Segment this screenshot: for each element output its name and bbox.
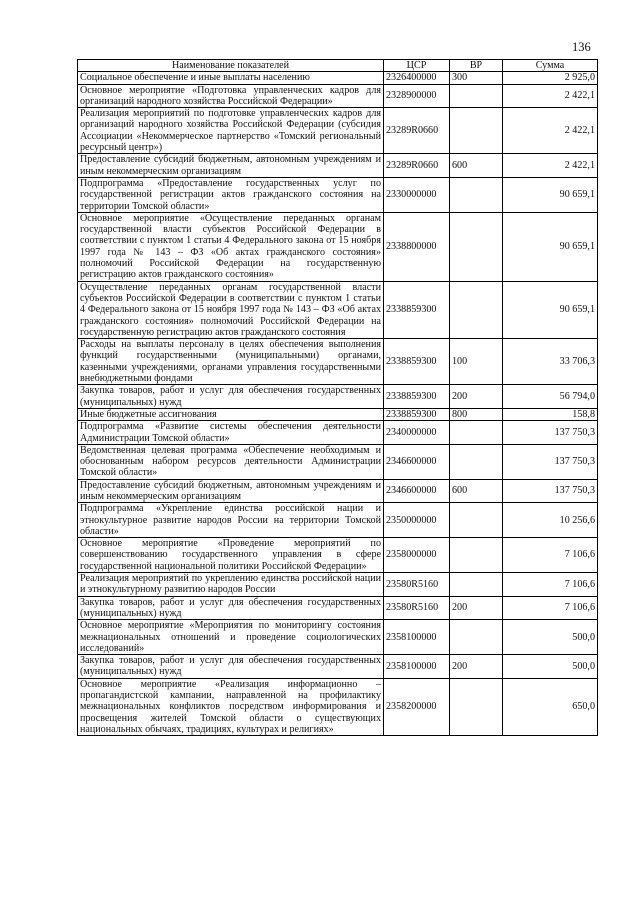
cell-vr: 200 bbox=[450, 596, 503, 620]
page-number: 136 bbox=[572, 40, 591, 54]
cell-vr bbox=[450, 538, 503, 573]
cell-sum: 7 106,6 bbox=[503, 573, 598, 597]
cell-name: Основное мероприятие «Подготовка управленческих кадров для организаций народного хозяйства Российской Федерации» bbox=[78, 84, 384, 108]
cell-sum: 56 794,0 bbox=[503, 385, 598, 409]
cell-csr: 23580R5160 bbox=[384, 596, 450, 620]
cell-csr: 2346600000 bbox=[384, 479, 450, 503]
cell-vr bbox=[450, 108, 503, 154]
table-body bbox=[78, 72, 598, 736]
cell-csr: 2340000000 bbox=[384, 421, 450, 445]
cell-name: Предоставление субсидий бюджетным, автономным учреждениям и иным некоммерческим организациям bbox=[78, 479, 384, 503]
cell-sum: 2 422,1 bbox=[503, 84, 598, 108]
cell-vr bbox=[450, 421, 503, 445]
cell-csr: 2358000000 bbox=[384, 538, 450, 573]
cell-name: Осуществление переданных органам государственной власти субъектов Российской Федерации в соответствии с пунктом 1 статьи 4 Федерального закона от 15 ноября 1997 года № 143 – ФЗ «Об актах гражданского состояния» полномочий Российской Федерации на государственную регистрацию актов гражданского состояния bbox=[78, 281, 384, 338]
table-row bbox=[78, 84, 598, 108]
cell-sum: 7 106,6 bbox=[503, 596, 598, 620]
table-header-row bbox=[78, 60, 598, 72]
cell-csr: 2358100000 bbox=[384, 620, 450, 655]
cell-csr: 2338800000 bbox=[384, 212, 450, 281]
cell-vr: 600 bbox=[450, 154, 503, 178]
cell-vr: 300 bbox=[450, 72, 503, 84]
cell-csr: 23289R0660 bbox=[384, 108, 450, 154]
cell-name: Социальное обеспечение и иные выплаты населению bbox=[78, 72, 384, 84]
table-row bbox=[78, 281, 598, 338]
cell-sum: 158,8 bbox=[503, 408, 598, 420]
cell-csr: 2330000000 bbox=[384, 177, 450, 212]
cell-sum: 137 750,3 bbox=[503, 421, 598, 445]
table-row bbox=[78, 620, 598, 655]
cell-name: Ведомственная целевая программа «Обеспечение необходимым и обоснованным набором ресурсов деятельности Администрации Томской области» bbox=[78, 444, 384, 479]
table-row bbox=[78, 444, 598, 479]
cell-name: Основное мероприятие «Осуществление переданных органам государственной власти субъектов Российской Федерации в соответствии с пунктом 1 статьи 4 Федерального закона от 15 ноября 1997 года № 143 – ФЗ «Об актах гражданского состояния» полномочий Российской Федерации на государственную регистрацию актов гражданского состояния» bbox=[78, 212, 384, 281]
cell-csr: 2350000000 bbox=[384, 503, 450, 538]
cell-csr: 2338859300 bbox=[384, 339, 450, 385]
cell-name: Реализация мероприятий по подготовке управленческих кадров для организаций народного хозяйства Российской Федерации (субсидия Ассоциации «Некоммерческое партнерство «Томский региональный ресурсный центр») bbox=[78, 108, 384, 154]
cell-sum: 10 256,6 bbox=[503, 503, 598, 538]
cell-csr: 2338859300 bbox=[384, 385, 450, 409]
cell-vr bbox=[450, 177, 503, 212]
cell-vr bbox=[450, 212, 503, 281]
cell-sum: 137 750,3 bbox=[503, 479, 598, 503]
cell-vr bbox=[450, 503, 503, 538]
cell-sum: 137 750,3 bbox=[503, 444, 598, 479]
cell-vr bbox=[450, 573, 503, 597]
table-row bbox=[78, 479, 598, 503]
cell-name: Предоставление субсидий бюджетным, автономным учреждениям и иным некоммерческим организациям bbox=[78, 154, 384, 178]
cell-name: Реализация мероприятий по укреплению единства российской нации и этнокультурному развитию народов России bbox=[78, 573, 384, 597]
cell-vr bbox=[450, 444, 503, 479]
cell-vr bbox=[450, 620, 503, 655]
header-sum: Сумма bbox=[503, 60, 598, 72]
cell-name: Подпрограмма «Предоставление государственных услуг по государственной регистрации актов гражданского состояния на территории Томской области» bbox=[78, 177, 384, 212]
table-row bbox=[78, 154, 598, 178]
cell-csr: 2358200000 bbox=[384, 678, 450, 735]
cell-vr bbox=[450, 84, 503, 108]
cell-name: Закупка товаров, работ и услуг для обеспечения государственных (муниципальных) нужд bbox=[78, 385, 384, 409]
cell-sum: 2 422,1 bbox=[503, 154, 598, 178]
cell-vr: 100 bbox=[450, 339, 503, 385]
cell-name: Расходы на выплаты персоналу в целях обеспечения выполнения функций государственными (муниципальными) органами, казенными учреждениями, органами управления государственными внебюджетными фондами bbox=[78, 339, 384, 385]
cell-name: Закупка товаров, работ и услуг для обеспечения государственных (муниципальных) нужд bbox=[78, 655, 384, 679]
cell-vr bbox=[450, 281, 503, 338]
header-csr: ЦСР bbox=[384, 60, 450, 72]
cell-name: Иные бюджетные ассигнования bbox=[78, 408, 384, 420]
cell-name: Основное мероприятие «Реализация информационно – пропагандистской кампании, направленной на профилактику межнациональных конфликтов посредством информирования и просвещения жителей Томской области о существующих национальных обычаях, традициях, культурах и религиях» bbox=[78, 678, 384, 735]
cell-vr: 800 bbox=[450, 408, 503, 420]
cell-sum: 90 659,1 bbox=[503, 177, 598, 212]
table-row bbox=[78, 385, 598, 409]
table-row bbox=[78, 678, 598, 735]
cell-sum: 2 925,0 bbox=[503, 72, 598, 84]
cell-vr: 200 bbox=[450, 655, 503, 679]
table-row bbox=[78, 339, 598, 385]
header-name: Наименование показателей bbox=[78, 60, 384, 72]
cell-sum: 500,0 bbox=[503, 655, 598, 679]
table-row bbox=[78, 538, 598, 573]
cell-name: Основное мероприятие «Мероприятия по мониторингу состояния межнациональных отношений и проведение социологических исследований» bbox=[78, 620, 384, 655]
table-row bbox=[78, 573, 598, 597]
table-row bbox=[78, 408, 598, 420]
table-row bbox=[78, 503, 598, 538]
budget-table bbox=[77, 59, 598, 736]
cell-name: Подпрограмма «Укрепление единства российской нации и этнокультурное развитие народов России на территории Томской области» bbox=[78, 503, 384, 538]
cell-csr: 2338859300 bbox=[384, 408, 450, 420]
table-row bbox=[78, 212, 598, 281]
cell-name: Закупка товаров, работ и услуг для обеспечения государственных (муниципальных) нужд bbox=[78, 596, 384, 620]
cell-name: Основное мероприятие «Проведение мероприятий по совершенствованию государственного управления в сфере государственной национальной политики Российской Федерации» bbox=[78, 538, 384, 573]
cell-csr: 23289R0660 bbox=[384, 154, 450, 178]
cell-sum: 2 422,1 bbox=[503, 108, 598, 154]
cell-csr: 2346600000 bbox=[384, 444, 450, 479]
cell-csr: 23580R5160 bbox=[384, 573, 450, 597]
cell-csr: 2338859300 bbox=[384, 281, 450, 338]
table-row bbox=[78, 108, 598, 154]
table-row bbox=[78, 655, 598, 679]
cell-csr: 2358100000 bbox=[384, 655, 450, 679]
cell-vr: 600 bbox=[450, 479, 503, 503]
cell-csr: 2326400000 bbox=[384, 72, 450, 84]
cell-vr bbox=[450, 678, 503, 735]
cell-sum: 500,0 bbox=[503, 620, 598, 655]
cell-sum: 650,0 bbox=[503, 678, 598, 735]
cell-sum: 90 659,1 bbox=[503, 212, 598, 281]
table-row bbox=[78, 421, 598, 445]
cell-vr: 200 bbox=[450, 385, 503, 409]
cell-csr: 2328900000 bbox=[384, 84, 450, 108]
cell-name: Подпрограмма «Развитие системы обеспечения деятельности Администрации Томской области» bbox=[78, 421, 384, 445]
table-row bbox=[78, 177, 598, 212]
cell-sum: 7 106,6 bbox=[503, 538, 598, 573]
cell-sum: 90 659,1 bbox=[503, 281, 598, 338]
header-vr: ВР bbox=[450, 60, 503, 72]
cell-sum: 33 706,3 bbox=[503, 339, 598, 385]
table-row bbox=[78, 72, 598, 84]
table-row bbox=[78, 596, 598, 620]
